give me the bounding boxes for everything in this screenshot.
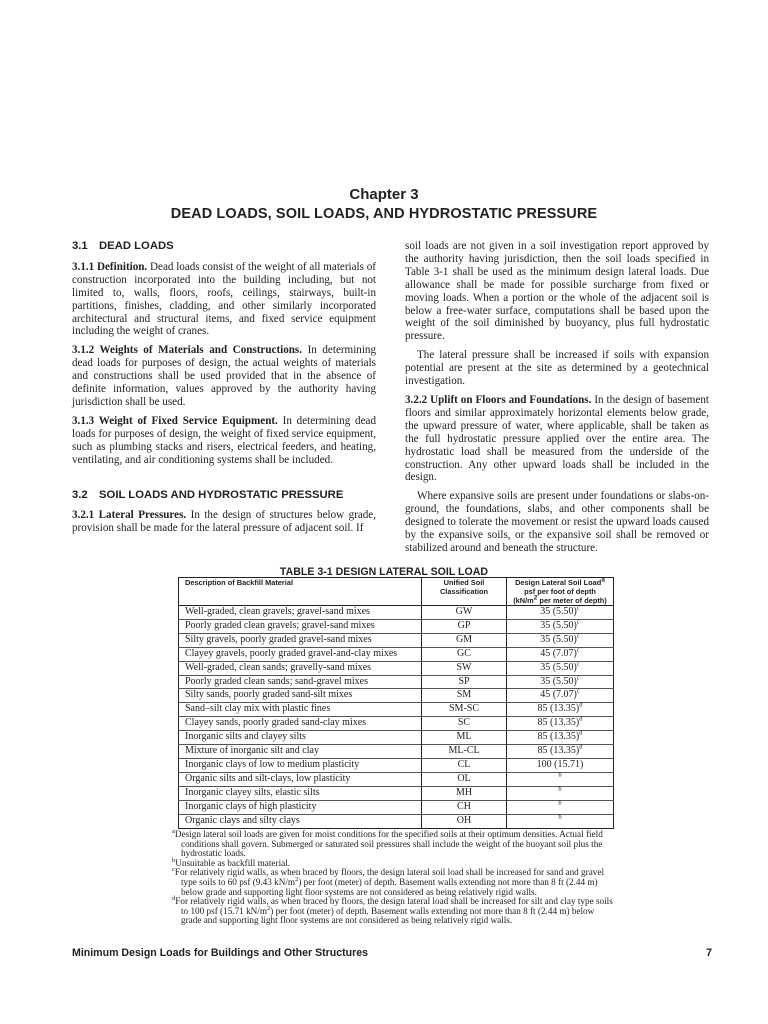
page-number: 7 (706, 947, 712, 959)
footer-title: Minimum Design Loads for Buildings and Other Structures (72, 947, 369, 959)
cell-description: Inorganic clays of high plasticity (179, 800, 422, 814)
footnote-ref: b (558, 771, 562, 779)
paragraph-3-1-3 (72, 415, 376, 467)
cell-description: Organic clays and silty clays (179, 814, 422, 828)
cell-description: Poorly graded clean gravels; gravel-sand mixes (179, 619, 422, 633)
cell-description: Inorganic clayey silts, elastic silts (179, 786, 422, 800)
paragraph-text: In the design of basement floors and similar approximately horizontal elements below grade, the upward pressure of water, where applicable, shall be taken as the full hydrostatic pressure applied over the entire area. The hydrostatic load shall be measured from the underside of the construction. Any other upward loads shall be included in the design. (405, 393, 709, 484)
subsection-label: 3.1.1 Definition. (72, 260, 148, 273)
cell-classification: SW (422, 661, 507, 675)
footnote-a (172, 827, 616, 859)
table-row (179, 772, 614, 786)
paragraph-text: Dead loads consist of the weight of all materials of construction incorporated into the building including, but not limited to, walls, floors, roofs, ceilings, stairways, built-in partitions, finishes, cladding, and other similarly incorporated architectural and structural items, and fixed service equipment including the weight of cranes. (72, 260, 376, 338)
section-number: 3.2 (72, 488, 88, 501)
load-value: 85 (13.35) (537, 717, 580, 729)
cell-classification: SM-SC (422, 703, 507, 717)
load-header-line3: (kN/m (513, 596, 534, 605)
footnote-ref: c (576, 646, 580, 654)
paragraph-text: In the design of structures below grade, provision shall be made for the lateral pressure of adjacent soil. If (72, 509, 376, 535)
load-value: 100 (15.71) (536, 758, 584, 770)
footnote-ref: c (576, 618, 580, 626)
load-header-line1: Design Lateral Soil Load (515, 578, 602, 587)
footnote-marker: a (172, 827, 175, 835)
cell-description: Silty sands, poorly graded sand-silt mixes (179, 689, 422, 703)
table-row (179, 731, 614, 745)
cell-description: Mixture of inorganic silt and clay (179, 745, 422, 759)
footnote-ref: b (558, 799, 562, 807)
cell-classification: GW (422, 606, 507, 620)
footnote-text: For relatively rigid walls, as when braced by floors, the design lateral load shall be increased for silt and clay type soils to 100 psf (15.71 kN/m (175, 896, 613, 916)
footnote-marker: c (172, 866, 175, 874)
cell-classification: OL (422, 772, 507, 786)
footnote-ref: c (576, 660, 580, 668)
cell-description: Well-graded, clean gravels; gravel-sand mixes (179, 606, 422, 620)
cell-description: Inorganic clays of low to medium plasticity (179, 758, 422, 772)
cell-load (507, 647, 614, 661)
unit-exponent: 2 (267, 904, 271, 912)
table-caption: TABLE 3-1 DESIGN LATERAL SOIL LOAD (279, 566, 489, 578)
footnote-ref: b (558, 785, 562, 793)
footnote-ref: d (579, 729, 583, 737)
table-footnotes (172, 827, 616, 926)
cell-classification: OH (422, 814, 507, 828)
table-row (179, 661, 614, 675)
section-title: SOIL LOADS AND HYDROSTATIC PRESSURE (99, 488, 344, 501)
footnote-ref: d (579, 715, 583, 723)
cell-load (507, 814, 614, 828)
load-value: 35 (5.50) (540, 606, 577, 617)
cell-load (507, 633, 614, 647)
chapter-label: Chapter 3 (349, 186, 419, 203)
load-value: 35 (5.50) (540, 661, 577, 673)
table-row (179, 703, 614, 717)
cell-description: Poorly graded clean sands; sand-gravel mixes (179, 675, 422, 689)
cell-classification: GP (422, 619, 507, 633)
table-row (179, 606, 614, 620)
unit-exponent: 2 (533, 594, 538, 602)
section-heading-3-2 (72, 489, 376, 502)
paragraph-text: In determining dead loads for purposes of design, the weight of fixed service equipment, such as plumbing stacks and risers, electrical feeders, and heating, ventilating, and air conditioning systems shall be included. (72, 414, 376, 466)
footnote-marker: b (172, 856, 176, 864)
cell-description: Inorganic silts and clayey silts (179, 731, 422, 745)
cell-classification: CL (422, 758, 507, 772)
load-value: 45 (7.07) (540, 647, 577, 659)
column-header-classification: Unified Soil Classification (422, 578, 507, 606)
footnote-ref: b (558, 813, 562, 821)
footnote-ref: d (579, 743, 583, 751)
paragraph-3-1-1 (72, 261, 376, 338)
load-value: 35 (5.50) (540, 633, 577, 645)
footnote-ref: c (576, 632, 580, 640)
column-header-description: Description of Backfill Material (179, 578, 422, 606)
footnote-c (172, 868, 616, 897)
cell-classification: ML-CL (422, 745, 507, 759)
load-value: 85 (13.35) (537, 731, 580, 743)
cell-load (507, 703, 614, 717)
soil-load-table (178, 577, 614, 829)
section-title: DEAD LOADS (99, 240, 174, 252)
table-body (179, 606, 614, 829)
table-row (179, 717, 614, 731)
cell-load (507, 758, 614, 772)
table-row (179, 814, 614, 828)
load-value: 35 (5.50) (540, 619, 577, 631)
footnote-ref: a (601, 576, 605, 584)
table-row (179, 745, 614, 759)
table-row (179, 758, 614, 772)
cell-classification: SP (422, 675, 507, 689)
cell-description: Silty gravels, poorly graded gravel-sand mixes (179, 633, 422, 647)
cell-load (507, 606, 614, 620)
table-row (179, 689, 614, 703)
footnote-ref: c (576, 604, 580, 612)
section-number: 3.1 (72, 240, 88, 252)
cell-load (507, 800, 614, 814)
footnote-text-end: ) per foot (meter) of depth. Basement walls extending not more than 8 ft (2.44 m) below grade and supporting light floor systems are not considered as being relatively rigid walls. (181, 905, 595, 926)
paragraph-3-1-2 (72, 344, 376, 409)
column-header-load (507, 578, 614, 606)
cell-description: Well-graded, clean sands; gravelly-sand mixes (179, 661, 422, 675)
load-value: 85 (13.35) (537, 745, 580, 757)
subsection-label: 3.1.2 Weights of Materials and Constructions. (72, 344, 303, 357)
cell-load (507, 731, 614, 745)
cell-load (507, 675, 614, 689)
paragraph-text: In determining dead loads for purposes of design, the actual weights of materials and constructions shall be used provided that in the absence of definite information, values approved by the authority having jurisdiction shall be used. (72, 344, 376, 408)
cell-load (507, 717, 614, 731)
subsection-label: 3.2.2 Uplift on Floors and Foundations. (405, 393, 592, 406)
paragraph-expansion: The lateral pressure shall be increased if soils with expansion potential are present at the site as determined by a geotechnical investigation. (405, 349, 709, 388)
cell-description: Clayey sands, poorly graded sand-clay mixes (179, 717, 422, 731)
cell-load (507, 772, 614, 786)
load-header-line3-end: per meter of depth) (537, 596, 607, 605)
unit-exponent: 2 (295, 875, 299, 883)
cell-classification: SC (422, 717, 507, 731)
cell-load (507, 689, 614, 703)
table-row (179, 619, 614, 633)
paragraph-expansive-soils: Where expansive soils are present under foundations or slabs-on-ground, the foundations, slabs, and other components shall be designed to tolerate the movement or resist the upward loads caused by the expansive soils, or the expansive soil shall be removed or stabilized around and beneath the structure. (405, 490, 709, 554)
table-row (179, 647, 614, 661)
subsection-label: 3.1.3 Weight of Fixed Service Equipment. (72, 414, 278, 427)
right-column (405, 240, 709, 561)
load-value: 45 (7.07) (540, 689, 577, 701)
left-column (72, 240, 376, 541)
paragraph-3-2-1 (72, 509, 376, 535)
footnote-d (172, 897, 616, 926)
table-row (179, 675, 614, 689)
cell-load (507, 661, 614, 675)
table-row (179, 786, 614, 800)
footnote-text: Unsuitable as backfill material. (175, 857, 291, 868)
table-row (179, 633, 614, 647)
load-value: 35 (5.50) (540, 675, 577, 687)
cell-classification: GM (422, 633, 507, 647)
footnote-ref: c (576, 688, 580, 696)
cell-classification: CH (422, 800, 507, 814)
section-heading-3-1 (72, 240, 376, 253)
load-value: 85 (13.35) (537, 703, 580, 715)
cell-load (507, 745, 614, 759)
table-header-row (179, 578, 614, 606)
paragraph-continuation: soil loads are not given in a soil investigation report approved by the authority having jurisdiction, then the soil loads specified in Table 3-1 shall be used as the minimum design lateral loads. Due allowance shall be made for possible surcharge from fixed or moving loads. When a portion or the whole of the adjacent soil is below a free-water surface, computations shall be based upon the weight of the soil diminished by buoyancy, plus full hydrostatic pressure. (405, 240, 709, 343)
table-row (179, 800, 614, 814)
paragraph-3-2-2 (405, 394, 709, 484)
cell-description: Clayey gravels, poorly graded gravel-and-clay mixes (179, 647, 422, 661)
cell-classification: ML (422, 731, 507, 745)
cell-description: Organic silts and silt-clays, low plasticity (179, 772, 422, 786)
subsection-label: 3.2.1 Lateral Pressures. (72, 509, 187, 522)
cell-classification: GC (422, 647, 507, 661)
footnote-text-end: ) per foot (meter) of depth. Basement walls extending not more than 8 ft (2.44 m) below grade and supporting light floor systems are not considered as being relatively rigid walls. (181, 876, 598, 897)
page-title: DEAD LOADS, SOIL LOADS, AND HYDROSTATIC PRESSURE (170, 206, 598, 222)
footnote-marker: d (172, 895, 176, 903)
footnote-ref: d (579, 702, 583, 710)
cell-description: Sand–silt clay mix with plastic fines (179, 703, 422, 717)
footnote-text: For relatively rigid walls, as when braced by floors, the design lateral soil load shall be increased for sand and gravel type soils to 60 psf (9.43 kN/m (174, 867, 605, 887)
cell-classification: SM (422, 689, 507, 703)
footnote-ref: c (576, 674, 580, 682)
cell-classification: MH (422, 786, 507, 800)
load-header-line2: psf per foot of depth (524, 587, 596, 596)
cell-load (507, 619, 614, 633)
footnote-text: Design lateral soil loads are given for moist conditions for the specified soils at their optimum densities. Actual field conditions shall govern. Submerged or saturated soil pressures shall include the weight of the buoyant soil plus the hydrostatic loads. (174, 829, 603, 859)
cell-load (507, 786, 614, 800)
